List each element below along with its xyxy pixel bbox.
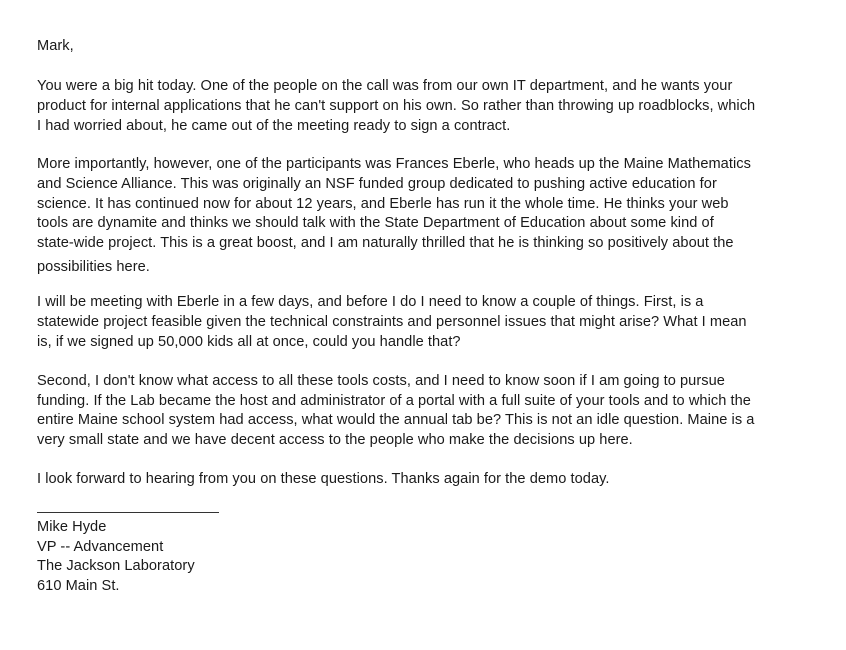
paragraph-line: funding. If the Lab became the host and administrator of a portal with a full suite of your tools and to which the (37, 393, 751, 409)
paragraph-line: More importantly, however, one of the participants was Frances Eberle, who heads up the Maine Mathematics (37, 156, 751, 172)
paragraph-line: I had worried about, he came out of the meeting ready to sign a contract. (37, 118, 511, 134)
paragraph-line: and Science Alliance. This was originally an NSF funded group dedicated to pushing active education for (37, 176, 717, 192)
paragraph-line: science. It has continued now for about 12 years, and Eberle has run it the whole time. He thinks your web (37, 196, 729, 212)
paragraph-line: tools are dynamite and thinks we should talk with the State Department of Education about some kind of (37, 215, 714, 231)
signature-organization: The Jackson Laboratory (37, 558, 195, 574)
paragraph-line: I will be meeting with Eberle in a few days, and before I do I need to know a couple of things. First, is a (37, 294, 704, 310)
signature-address: 610 Main St. (37, 578, 120, 594)
paragraph-line: You were a big hit today. One of the people on the call was from our own IT department, and he wants your (37, 78, 733, 94)
paragraph-line: product for internal applications that he can't support on his own. So rather than throwing up roadblocks, which (37, 98, 756, 114)
signature-title: VP -- Advancement (37, 539, 164, 555)
signature-name: Mike Hyde (37, 519, 107, 535)
paragraph-line: possibilities here. (37, 259, 150, 275)
paragraph-line: entire Maine school system had access, what would the annual tab be? This is not an idle question. Maine is a (37, 412, 755, 428)
paragraph-line: I look forward to hearing from you on these questions. Thanks again for the demo today. (37, 471, 610, 487)
paragraph-line: very small state and we have decent access to the people who make the decisions up here. (37, 432, 633, 448)
paragraph-line: statewide project feasible given the technical constraints and personnel issues that might arise? What I mean (37, 314, 747, 330)
greeting: Mark, (37, 38, 74, 54)
paragraph-line: Second, I don't know what access to all these tools costs, and I need to know soon if I am going to pursue (37, 373, 725, 389)
signature-line (37, 512, 219, 513)
paragraph-line: is, if we signed up 50,000 kids all at once, could you handle that? (37, 334, 461, 350)
paragraph-line: state-wide project. This is a great boost, and I am naturally thrilled that he is thinking so positively about the (37, 235, 734, 251)
